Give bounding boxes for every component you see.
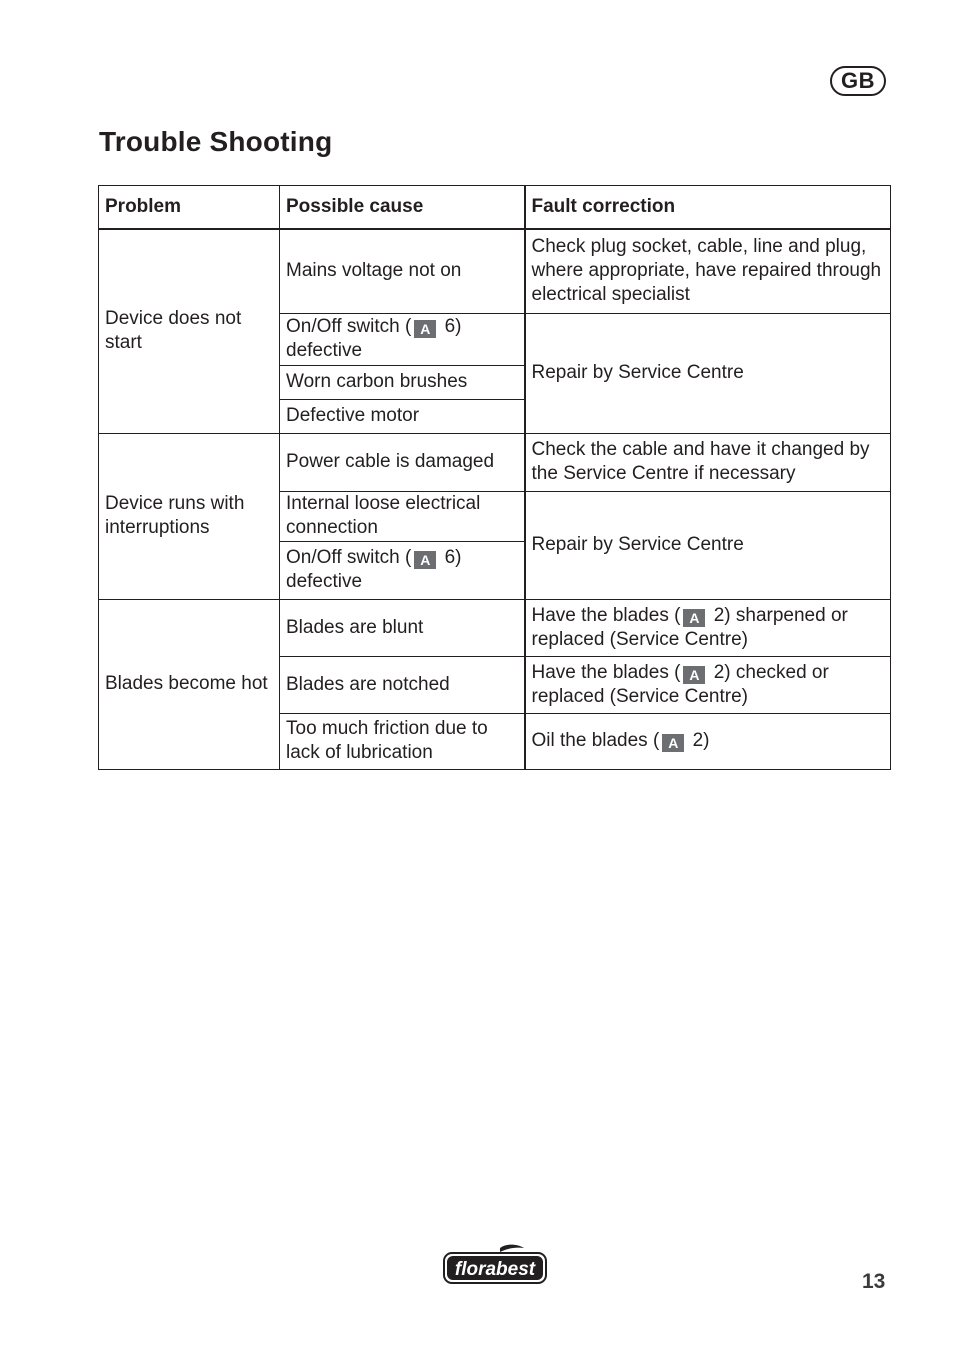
figure-a-reference: A <box>683 666 705 684</box>
cause-cell: Mains voltage not on <box>280 229 525 313</box>
cause-cell: On/Off switch ( A 6) defective <box>280 541 525 599</box>
fix-cell: Oil the blades ( A 2) <box>525 713 891 769</box>
table-header-row <box>99 186 891 230</box>
fix-cell: Repair by Service Centre <box>525 491 891 599</box>
problem-cell: Device does not start <box>99 229 280 433</box>
table-row <box>99 229 891 313</box>
figure-a-reference: A <box>662 734 684 752</box>
fix-cell: Check plug socket, cable, line and plug, where appropriate, have repaired through electrical specialist <box>525 229 891 313</box>
logo-leaf-icon <box>500 1245 524 1252</box>
language-badge: GB <box>830 66 886 96</box>
cause-cell: Worn carbon brushes <box>280 365 525 399</box>
fix-cell: Have the blades ( A 2) sharpened or replaced (Service Centre) <box>525 599 891 656</box>
problem-cell: Device runs with interruptions <box>99 433 280 599</box>
problem-cell: Blades become hot <box>99 599 280 769</box>
header-possible-cause: Possible cause <box>280 186 525 230</box>
table-row <box>99 433 891 491</box>
cause-cell: Too much friction due to lack of lubrication <box>280 713 525 769</box>
cause-cell: Power cable is damaged <box>280 433 525 491</box>
fix-cell: Repair by Service Centre <box>525 313 891 433</box>
logo-text: florabest <box>454 1259 536 1280</box>
figure-a-reference: A <box>414 320 436 338</box>
header-problem: Problem <box>99 186 280 230</box>
cause-cell: Blades are notched <box>280 656 525 713</box>
cause-cell: Blades are blunt <box>280 599 525 656</box>
cause-cell: Internal loose electrical connection <box>280 491 525 541</box>
florabest-logo <box>442 1244 548 1286</box>
fix-cell: Check the cable and have it changed by the Service Centre if necessary <box>525 433 891 491</box>
trouble-shooting-table <box>98 185 891 770</box>
table-row <box>99 599 891 656</box>
page-number: 13 <box>862 1270 886 1293</box>
cause-cell: Defective motor <box>280 399 525 433</box>
header-fault-correction: Fault correction <box>525 186 891 230</box>
figure-a-reference: A <box>683 609 705 627</box>
page-title: Trouble Shooting <box>99 126 333 157</box>
fix-cell: Have the blades ( A 2) checked or replaced (Service Centre) <box>525 656 891 713</box>
cause-cell: On/Off switch ( A 6) defective <box>280 313 525 365</box>
figure-a-reference: A <box>414 551 436 569</box>
